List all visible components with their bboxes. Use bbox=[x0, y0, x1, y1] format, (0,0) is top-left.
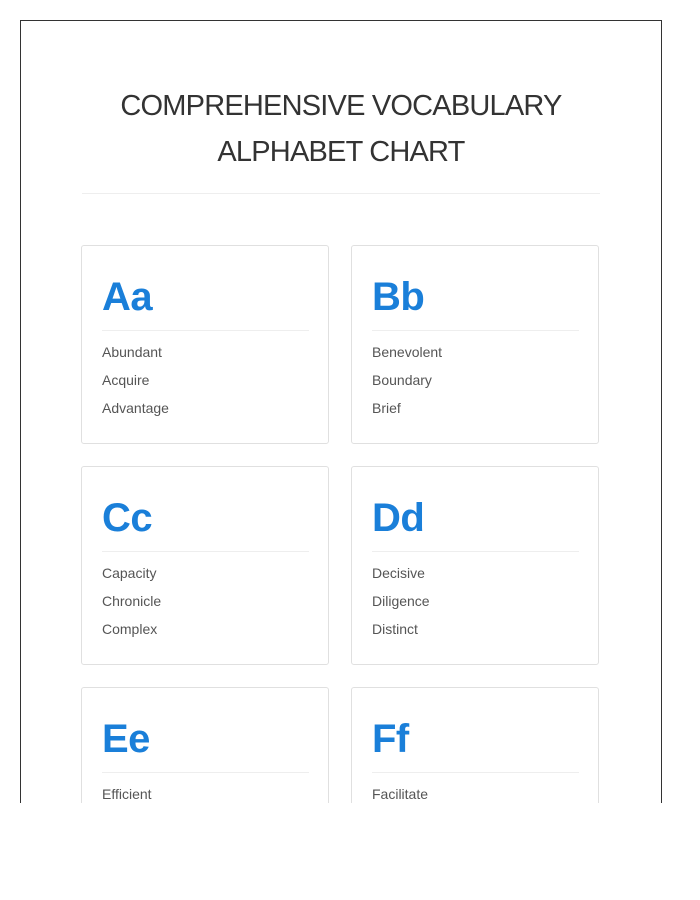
page-title bbox=[82, 83, 600, 175]
card-letter: Bb bbox=[372, 275, 425, 319]
card-letter: Dd bbox=[372, 496, 425, 540]
card-letter: Ee bbox=[102, 717, 150, 761]
vocab-word: Capacity bbox=[102, 565, 157, 581]
card-letter: Ff bbox=[372, 717, 409, 761]
vocab-word: Brief bbox=[372, 400, 401, 416]
vocab-word: Diligence bbox=[372, 593, 430, 609]
card-divider bbox=[372, 772, 579, 773]
vocab-word: Advantage bbox=[102, 400, 169, 416]
vocab-word: Boundary bbox=[372, 372, 432, 388]
card-divider bbox=[372, 551, 579, 552]
vocab-word: Distinct bbox=[372, 621, 418, 637]
vocab-word: Facilitate bbox=[372, 786, 429, 802]
page-frame bbox=[20, 20, 662, 803]
title-line-2: ALPHABET CHART bbox=[217, 136, 465, 168]
vocab-word: Decisive bbox=[372, 565, 425, 581]
card-divider bbox=[102, 551, 309, 552]
vocab-word: Benevolent bbox=[372, 344, 443, 360]
card-divider bbox=[102, 330, 309, 331]
letter-card-b bbox=[351, 245, 599, 444]
card-letter: Aa bbox=[102, 275, 153, 319]
letter-card-d bbox=[351, 466, 599, 665]
vocab-word: Complex bbox=[102, 621, 158, 637]
vocab-word: Acquire bbox=[102, 372, 150, 388]
letter-card-f bbox=[351, 687, 599, 803]
letter-card-c bbox=[81, 466, 329, 665]
vocab-word: Efficient bbox=[102, 786, 152, 802]
card-divider bbox=[102, 772, 309, 773]
letter-card-a bbox=[81, 245, 329, 444]
card-letter: Cc bbox=[102, 496, 153, 540]
vocab-word: Abundant bbox=[102, 344, 162, 360]
letter-card-e bbox=[81, 687, 329, 803]
title-divider bbox=[82, 193, 600, 194]
title-line-1: COMPREHENSIVE VOCABULARY bbox=[120, 90, 562, 122]
card-divider bbox=[372, 330, 579, 331]
vocab-word: Chronicle bbox=[102, 593, 162, 609]
